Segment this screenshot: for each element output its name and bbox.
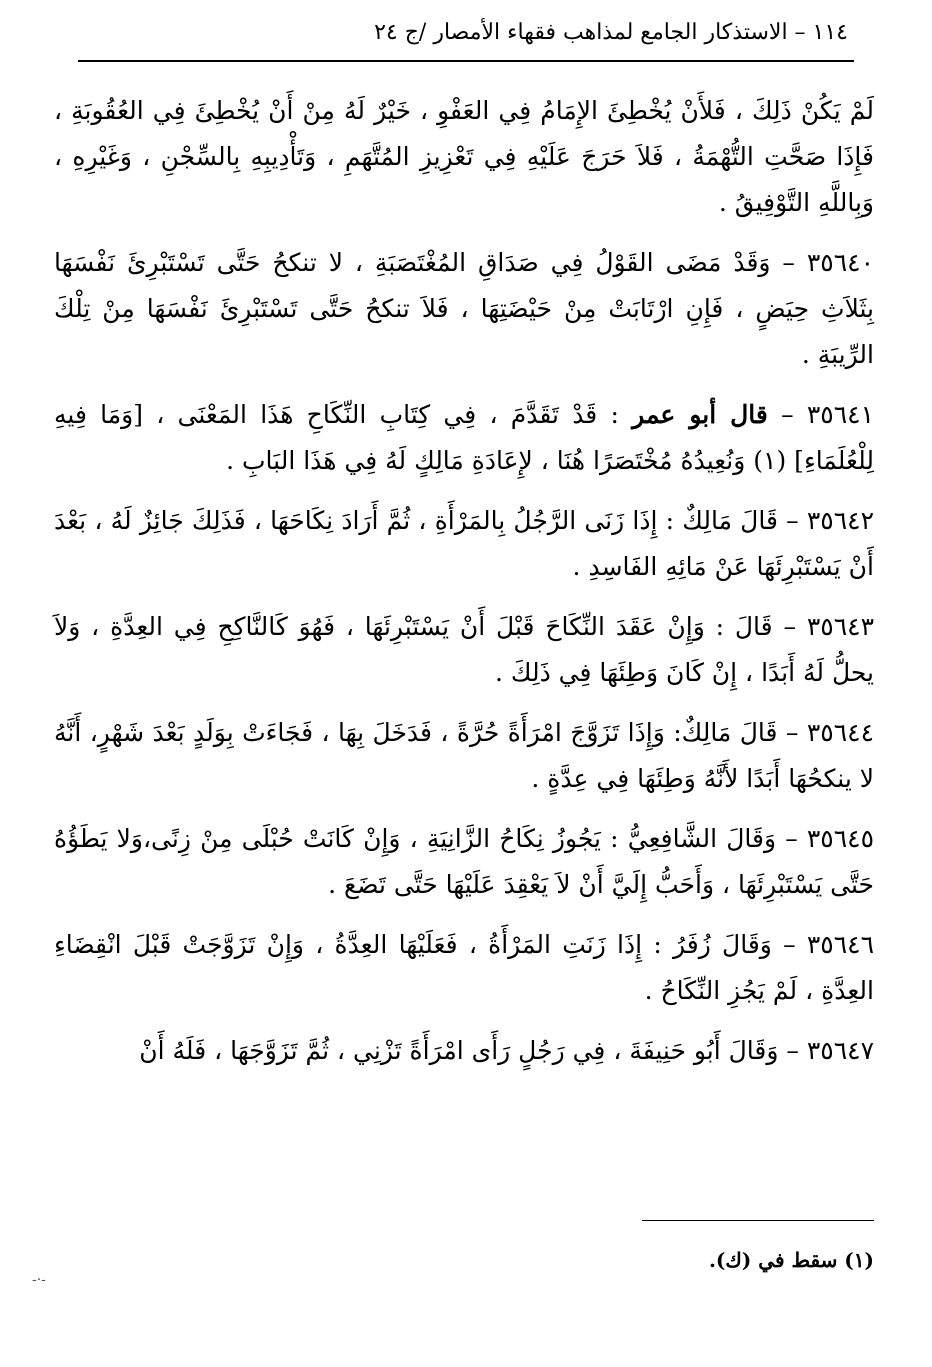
paragraph-text: وَقَالَ أَبُو حَنِيفَةَ ، فِي رَجُلٍ رَأَى امْرَأَةً تَزْنِي ، ثُمَّ تَزَوَّجَهَا ، فَلَهُ أَنْ xyxy=(139,1036,779,1065)
paragraph-35641 xyxy=(54,392,874,484)
paragraph-number: ٣٥٦٤٤ xyxy=(806,718,875,747)
dash-separator: – xyxy=(776,824,798,853)
dash-separator: – xyxy=(778,1036,799,1065)
paragraph-text: لَمْ يَكُنْ ذَلِكَ ، فَلأَنْ يُخْطِئَ الإِمَامُ فِي العَفْوِ ، خَيْرٌ لَهُ مِنْ أَنْ يُخْطِئَ فِي العُقُوبَةِ ، فَإِذَا صَحَّتِ التُّهْمَةُ ، فَلاَ حَرَجَ عَلَيْهِ فِي تَعْزِيزِ المُتَّهَمِ ، وَتَأْدِيبِهِ بِالسِّجْنِ ، وَغَيْرِهِ ، وَبِاللَّهِ التَّوْفِيقُ . xyxy=(54,96,874,217)
dash-separator: – xyxy=(770,248,795,277)
paragraph-35645 xyxy=(54,816,874,908)
dash-separator: – xyxy=(767,400,794,429)
paragraph-number: ٣٥٦٤٠ xyxy=(806,248,874,277)
dash-separator: – xyxy=(771,930,796,959)
paragraph-35643 xyxy=(54,604,874,696)
dash-separator: – xyxy=(777,718,799,747)
header-rule xyxy=(78,60,854,62)
paragraph-35646 xyxy=(54,922,874,1014)
footnote: (١) سقط في (ك). xyxy=(708,1248,874,1272)
paragraph-35647 xyxy=(54,1028,874,1074)
paragraph-number: ٣٥٦٤٧ xyxy=(806,1036,874,1065)
paragraph-number: ٣٥٦٤١ xyxy=(806,400,875,429)
dash-separator: – xyxy=(772,612,796,641)
paragraph-35644 xyxy=(54,710,874,802)
paragraph-continuation xyxy=(54,88,874,226)
paragraph-number: ٣٥٦٤٦ xyxy=(806,930,874,959)
paragraph-number: ٣٥٦٤٣ xyxy=(806,612,874,641)
paragraph-35640 xyxy=(54,240,874,378)
paragraph-text: قَالَ مَالِكٌ : إِذَا زَنَى الرَّجُلُ بِالمَرْأَةِ ، ثُمَّ أَرَادَ نِكَاحَهَا ، فَذَلِكَ جَائِزٌ لَهُ ، بَعْدَ أَنْ يَسْتَبْرِئَهَا عَنْ مَائِهِ الفَاسِدِ . xyxy=(54,506,874,581)
paragraph-text: قَالَ : وَإِنْ عَقَدَ النِّكَاحَ قَبْلَ أَنْ يَسْتَبْرِئَهَا ، فَهُوَ كَالنَّاكِحِ فِي العِدَّةِ ، وَلاَ يحلُّ لَهُ أَبَدًا ، إِنْ كَانَ وَطِئَهَا فِي ذَلِكَ . xyxy=(54,612,874,687)
running-header xyxy=(78,14,854,62)
paragraph-35642 xyxy=(54,498,874,590)
paragraph-text: : قَدْ تَقَدَّمَ ، فِي كِتَابِ النِّكَاحِ هَذَا المَعْنَى ، [وَمَا فِيهِ لِلْعُلَمَاءِ] (١) وَنُعِيدُهُ مُخْتَصَرًا هُنَا ، لإِعَادَةِ مَالِكٍ لَهُ فِي هَذَا البَابِ . xyxy=(54,400,874,475)
header-title: ١١٤ – الاستذكار الجامع لمذاهب فقهاء الأمصار /ج ٢٤ xyxy=(374,20,848,45)
paragraph-text: وَقَدْ مَضَى القَوْلُ فِي صَدَاقِ المُغْتَصَبَةِ ، لا تنكحُ حَتَّى تَسْتَبْرِئَ نَفْسَهَا بِثَلاَثِ حِيَضٍ ، فَإِنِ ارْتَابَتْ مِنْ حَيْضَتِهَا ، فَلاَ تنكحُ حَتَّى تَسْتَبْرِئَ نَفْسَهَا مِنْ تِلْكَ الرِّيبَةِ . xyxy=(54,248,874,369)
main-text xyxy=(54,88,874,1088)
dash-separator: – xyxy=(777,506,799,535)
paragraph-text: وَقَالَ الشَّافِعِيُّ : يَجُوزُ نِكَاحُ الزَّانِيَةِ ، وَإِنْ كَانَتْ حُبْلَى مِنْ زِنًى،وَلا يَطَؤُهُ حَتَّى يَسْتَبْرِئَهَا ، وَأَحَبُّ إِلَيَّ أَنْ لاَ يَعْقِدَ عَلَيْهَا حَتَّى تَضَعَ . xyxy=(54,824,874,899)
paragraph-number: ٣٥٦٤٥ xyxy=(806,824,875,853)
paragraph-number: ٣٥٦٤٢ xyxy=(806,506,874,535)
scan-mark: -·- xyxy=(32,1272,46,1288)
paragraph-text: قَالَ مَالِكٌ: وَإِذَا تَزَوَّجَ امْرَأَةً حُرَّةً ، فَدَخَلَ بِهَا ، فَجَاءَتْ بِوَلَدٍ بَعْدَ شَهْرٍ، أَنَّهُ لا ينكحُهَا أَبَدًا لأَنَّهُ وَطِئَهَا فِي عِدَّةٍ . xyxy=(54,718,874,793)
footnote-rule xyxy=(642,1220,874,1221)
paragraph-lead: قال أبو عمر xyxy=(632,400,768,429)
paragraph-text: وَقَالَ زُفَرُ : إِذَا زَنَتِ المَرْأَةُ ، فَعَلَيْهَا العِدَّةُ ، وَإِنْ تَزَوَّجَتْ قَبْلَ انْقِضَاءِ العِدَّةِ ، لَمْ يَجُزِ النِّكَاحُ . xyxy=(54,930,874,1005)
